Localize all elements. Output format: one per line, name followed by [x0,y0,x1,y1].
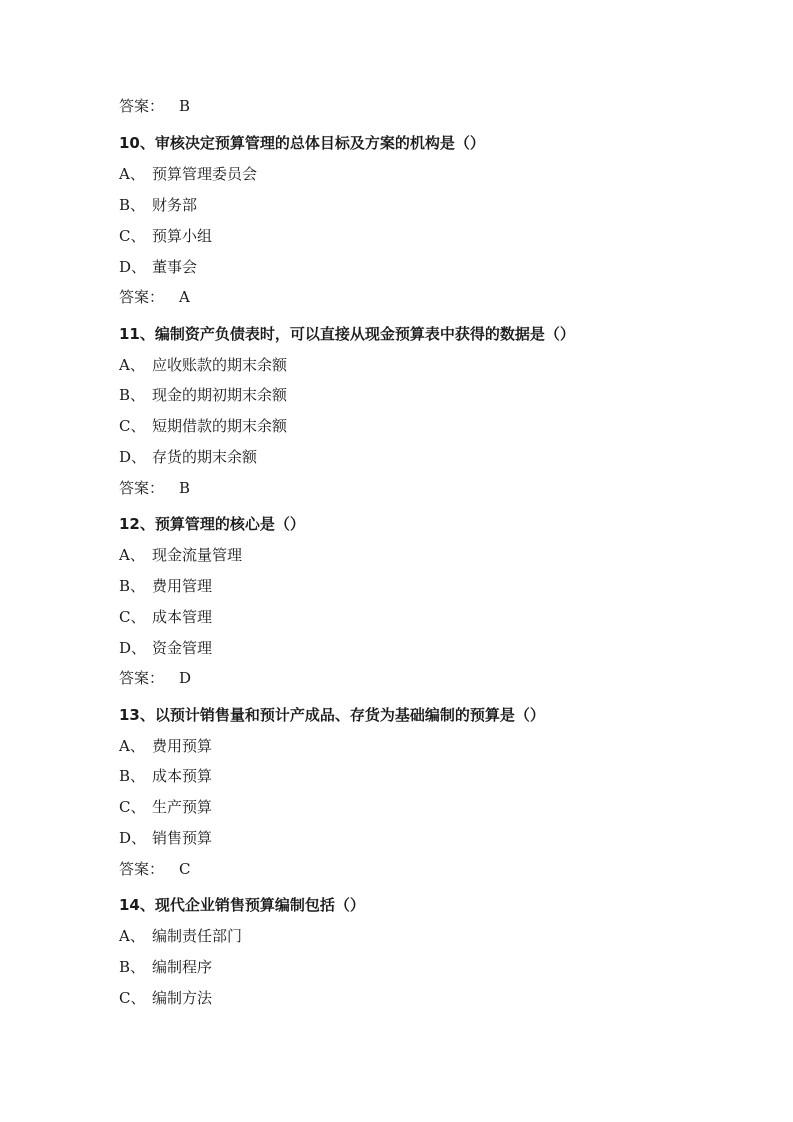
answer-label: 答案： [119,669,165,687]
option-text: 成本管理 [152,608,213,626]
option-text: 财务部 [152,196,198,214]
option-text: 现金的期初期末余额 [152,386,288,404]
option-letter: C、 [119,417,146,435]
option-letter: D、 [119,448,147,466]
option-item [119,195,197,215]
option-text: 生产预算 [152,798,213,816]
option-letter: C、 [119,989,146,1007]
option-item [119,545,242,565]
option-text: 编制程序 [152,958,213,976]
option-text: 现金流量管理 [152,546,243,564]
option-item [119,447,257,467]
option-item [119,736,212,756]
option-letter: A、 [119,356,145,374]
option-item [119,355,287,375]
option-item [119,828,212,848]
option-letter: A、 [119,737,145,755]
option-text: 编制方法 [152,989,213,1007]
question-title: 13、以预计销售量和预计产成品、存货为基础编制的预算是（） [119,706,545,724]
answer-value: B [179,97,191,115]
answer-line [119,96,190,116]
option-text: 短期借款的期末余额 [152,417,288,435]
option-item [119,257,197,277]
option-letter: B、 [119,196,146,214]
option-letter: D、 [119,258,147,276]
answer-line [119,287,190,307]
answer-label: 答案： [119,479,165,497]
option-letter: C、 [119,608,146,626]
answer-label: 答案： [119,288,165,306]
option-letter: C、 [119,798,146,816]
option-item [119,766,212,786]
option-item [119,416,287,436]
option-item [119,988,212,1008]
option-letter: B、 [119,767,146,785]
option-letter: A、 [119,546,145,564]
option-letter: A、 [119,165,145,183]
answer-label: 答案： [119,97,165,115]
option-text: 成本预算 [152,767,213,785]
option-letter: C、 [119,227,146,245]
answer-line [119,859,190,879]
question-title: 10、审核决定预算管理的总体目标及方案的机构是（） [119,134,485,152]
question-title: 14、现代企业销售预算编制包括（） [119,896,365,914]
option-letter: D、 [119,829,147,847]
option-item [119,926,242,946]
option-item [119,385,287,405]
option-text: 预算管理委员会 [152,165,258,183]
option-text: 存货的期末余额 [152,448,258,466]
answer-line [119,668,191,688]
option-letter: B、 [119,386,146,404]
question-title: 11、编制资产负债表时，可以直接从现金预算表中获得的数据是（） [119,325,575,343]
answer-value: D [179,669,192,687]
option-item [119,164,257,184]
answer-value: A [179,288,190,306]
answer-value: C [179,860,191,878]
option-item [119,957,212,977]
option-item [119,576,212,596]
option-letter: B、 [119,958,146,976]
answer-label: 答案： [119,860,165,878]
option-letter: D、 [119,639,147,657]
option-text: 资金管理 [152,639,213,657]
answer-value: B [179,479,191,497]
option-text: 费用管理 [152,577,213,595]
option-letter: A、 [119,927,145,945]
option-text: 费用预算 [152,737,213,755]
option-text: 编制责任部门 [152,927,243,945]
option-text: 预算小组 [152,227,213,245]
option-text: 董事会 [152,258,198,276]
answer-line [119,478,190,498]
option-item [119,607,212,627]
question-title: 12、预算管理的核心是（） [119,515,305,533]
option-item [119,797,212,817]
option-text: 应收账款的期末余额 [152,356,288,374]
option-letter: B、 [119,577,146,595]
option-item [119,226,212,246]
option-text: 销售预算 [152,829,213,847]
option-item [119,638,212,658]
